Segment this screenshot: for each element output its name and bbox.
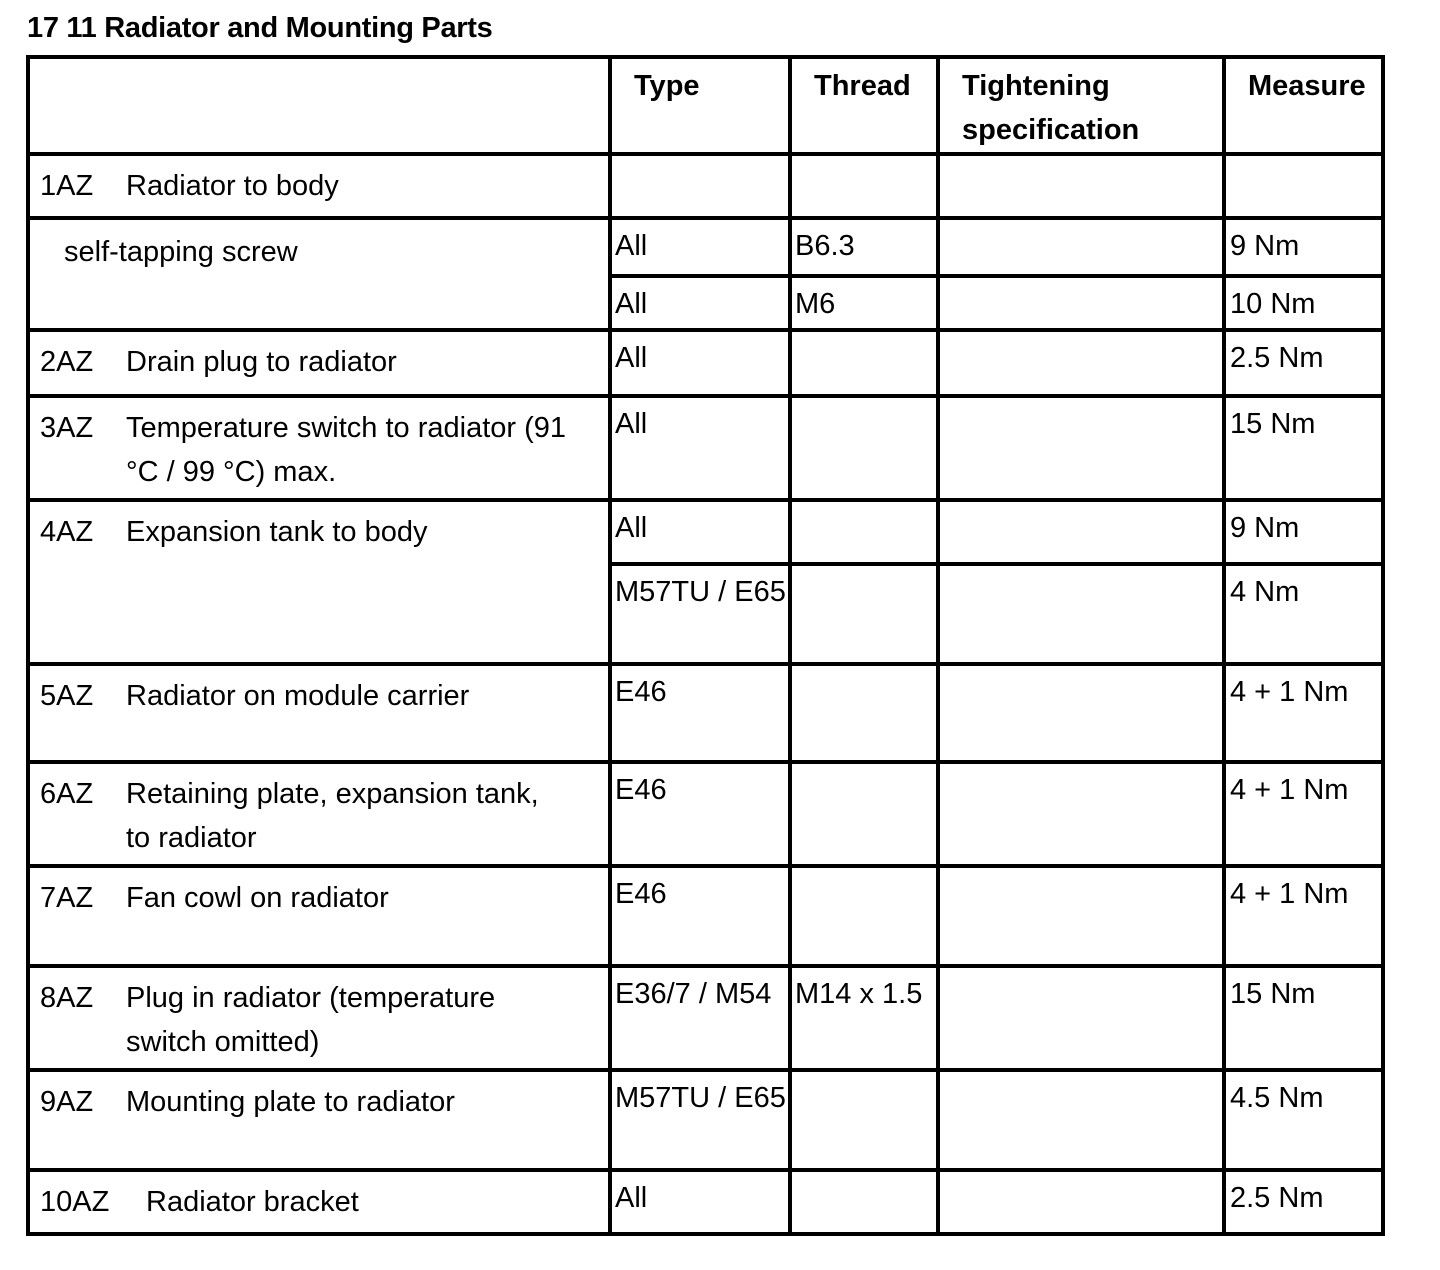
item-code: 7AZ (40, 882, 94, 914)
thread-cell: M6 (790, 276, 938, 330)
thread-cell (790, 500, 938, 564)
item-cell (28, 1070, 610, 1170)
tightening-cell (938, 330, 1224, 396)
thread-cell (790, 1170, 938, 1234)
item-cell (28, 154, 610, 218)
thread-cell (790, 330, 938, 396)
thread-cell (790, 762, 938, 866)
thread-cell (790, 664, 938, 762)
measure-cell: 15 Nm (1224, 396, 1383, 500)
measure-cell: 9 Nm (1224, 500, 1383, 564)
item-cell (28, 1170, 610, 1234)
type-cell: All (610, 1170, 790, 1234)
item-cell (28, 762, 610, 866)
item-description: Plug in radiator (temperature switch omitted) (126, 982, 496, 1058)
thread-cell: M14 x 1.5 (790, 966, 938, 1070)
header-thread: Thread (790, 57, 938, 154)
item-description: Radiator to body (126, 170, 339, 202)
item-cell (28, 500, 610, 664)
header-type: Type (610, 57, 790, 154)
thread-cell (790, 396, 938, 500)
measure-cell: 4 + 1 Nm (1224, 664, 1383, 762)
type-cell: E46 (610, 866, 790, 966)
type-cell (610, 154, 790, 218)
item-cell (28, 966, 610, 1070)
item-description: Radiator bracket (146, 1186, 359, 1218)
header-measure: Measure (1224, 57, 1383, 154)
item-cell (28, 330, 610, 396)
tightening-cell (938, 154, 1224, 218)
type-cell: All (610, 396, 790, 500)
type-cell: E46 (610, 762, 790, 866)
measure-cell: 4 + 1 Nm (1224, 762, 1383, 866)
tightening-cell (938, 500, 1224, 564)
tightening-cell (938, 396, 1224, 500)
measure-cell: 15 Nm (1224, 966, 1383, 1070)
item-code: 10AZ (40, 1186, 110, 1218)
tightening-cell (938, 564, 1224, 664)
item-description: Retaining plate, expansion tank, to radiator (126, 778, 539, 854)
table-row (28, 500, 1383, 564)
item-description: self-tapping screw (64, 236, 298, 268)
thread-cell (790, 154, 938, 218)
table-row (28, 762, 1383, 866)
tightening-cell (938, 664, 1224, 762)
item-code: 3AZ (40, 412, 94, 444)
measure-cell: 9 Nm (1224, 218, 1383, 276)
item-code: 2AZ (40, 346, 94, 378)
type-cell: E46 (610, 664, 790, 762)
table-row (28, 330, 1383, 396)
tightening-cell (938, 1070, 1224, 1170)
table-row (28, 154, 1383, 218)
thread-cell (790, 866, 938, 966)
measure-cell: 2.5 Nm (1224, 1170, 1383, 1234)
thread-cell: B6.3 (790, 218, 938, 276)
tightening-cell (938, 762, 1224, 866)
tightening-cell (938, 966, 1224, 1070)
table-row (28, 1170, 1383, 1234)
type-cell: All (610, 218, 790, 276)
thread-cell (790, 564, 938, 664)
type-cell: All (610, 330, 790, 396)
torque-spec-table (26, 55, 1385, 1236)
table-row (28, 1070, 1383, 1170)
item-description: Radiator on module carrier (126, 680, 470, 712)
table-row (28, 664, 1383, 762)
item-description: Drain plug to radiator (126, 346, 397, 378)
item-cell (28, 866, 610, 966)
header-item (28, 57, 610, 154)
measure-cell: 4 + 1 Nm (1224, 866, 1383, 966)
item-code: 1AZ (40, 170, 94, 202)
type-cell: All (610, 276, 790, 330)
thread-cell (790, 1070, 938, 1170)
item-code: 4AZ (40, 516, 94, 548)
item-code: 9AZ (40, 1086, 94, 1118)
item-description: Mounting plate to radiator (126, 1086, 455, 1118)
tightening-cell (938, 1170, 1224, 1234)
item-code: 6AZ (40, 778, 94, 810)
type-cell: All (610, 500, 790, 564)
type-cell: M57TU / E65 (610, 564, 790, 664)
type-cell: E36/7 / M54 (610, 966, 790, 1070)
measure-cell: 2.5 Nm (1224, 330, 1383, 396)
table-row (28, 218, 1383, 276)
header-tightening: Tightening specification (938, 57, 1224, 154)
measure-cell: 4 Nm (1224, 564, 1383, 664)
measure-cell: 4.5 Nm (1224, 1070, 1383, 1170)
item-description: Expansion tank to body (126, 516, 428, 548)
item-cell (28, 218, 610, 330)
type-cell: M57TU / E65 (610, 1070, 790, 1170)
tightening-cell (938, 866, 1224, 966)
tightening-cell (938, 276, 1224, 330)
item-cell (28, 396, 610, 500)
tightening-cell (938, 218, 1224, 276)
table-row (28, 396, 1383, 500)
item-description: Fan cowl on radiator (126, 882, 389, 914)
table-row (28, 866, 1383, 966)
item-code: 8AZ (40, 982, 94, 1014)
item-code: 5AZ (40, 680, 94, 712)
measure-cell: 10 Nm (1224, 276, 1383, 330)
item-description: Temperature switch to radiator (91 °C / 99 °C) max. (126, 412, 567, 488)
table-row (28, 966, 1383, 1070)
page-title: 17 11 Radiator and Mounting Parts (27, 12, 493, 44)
measure-cell (1224, 154, 1383, 218)
item-cell (28, 664, 610, 762)
header-row (28, 57, 1383, 154)
